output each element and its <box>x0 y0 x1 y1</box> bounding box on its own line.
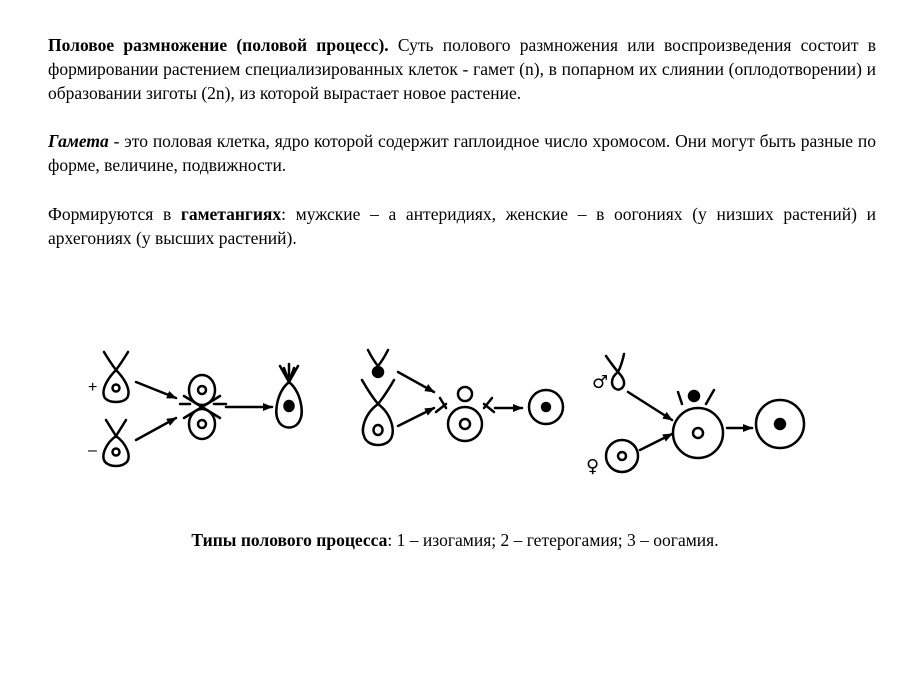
female-symbol: ♀ <box>586 456 600 477</box>
term-gamete: Гамета <box>48 131 109 151</box>
minus-gamete <box>103 420 128 466</box>
paragraph-sexual-reproduction <box>48 33 876 105</box>
sexual-process-types-figure <box>80 340 830 490</box>
fusing-gametes <box>180 375 226 439</box>
caption-term: Типы полового процесса <box>191 530 388 550</box>
large-gamete <box>362 380 394 445</box>
heterogamy-zygote <box>529 390 563 424</box>
term-sexual-reproduction: Половое размножение (половой процесс). <box>48 35 389 55</box>
fertilizing-cell <box>436 387 494 441</box>
plus-sign: + <box>88 379 98 396</box>
paragraph2-text: - это половая клетка, ядро которой содержит гаплоидное число хромосом. Они могут быть разные по форме, величине, подвижности. <box>48 131 876 175</box>
egg-cell <box>606 440 638 472</box>
arrow <box>398 408 434 426</box>
caption-text: : 1 – изогамия; 2 – гетерогамия; 3 – оогамия. <box>387 530 719 550</box>
arrow <box>398 372 434 392</box>
fertilized-egg <box>673 390 723 458</box>
paragraph-gametangia <box>48 202 876 250</box>
paragraph-gamete <box>48 129 876 177</box>
oogamy-diagram <box>586 354 804 477</box>
isogamy-zygote <box>276 364 301 428</box>
male-symbol: ♂ <box>592 372 609 393</box>
minus-sign: – <box>88 442 97 459</box>
term-gametangia: гаметангиях <box>180 204 282 224</box>
arrow <box>136 418 176 440</box>
plus-gamete <box>104 352 129 402</box>
small-gamete <box>368 350 388 377</box>
sperm-cell <box>606 354 624 390</box>
arrow <box>640 434 672 450</box>
oogamy-zygote <box>756 400 804 448</box>
arrow <box>136 382 176 398</box>
paragraph1-text: Суть полового размножения или воспроизведения состоит в формировании растением специализированных клеток - гамет (n), в попарном их слиянии (оплодотворении) и образовании зиготы (2n), из которой вырастает новое растение. <box>48 35 877 103</box>
paragraph3-after: : мужские – а антеридиях, женские – в оогониях (у низших растений) и архегониях (у высших растений). <box>48 204 876 248</box>
arrow <box>628 392 672 420</box>
figure-caption <box>0 528 910 552</box>
isogamy-diagram <box>88 352 302 466</box>
paragraph3-before: Формируются в <box>48 204 181 224</box>
heterogamy-diagram <box>362 350 563 445</box>
